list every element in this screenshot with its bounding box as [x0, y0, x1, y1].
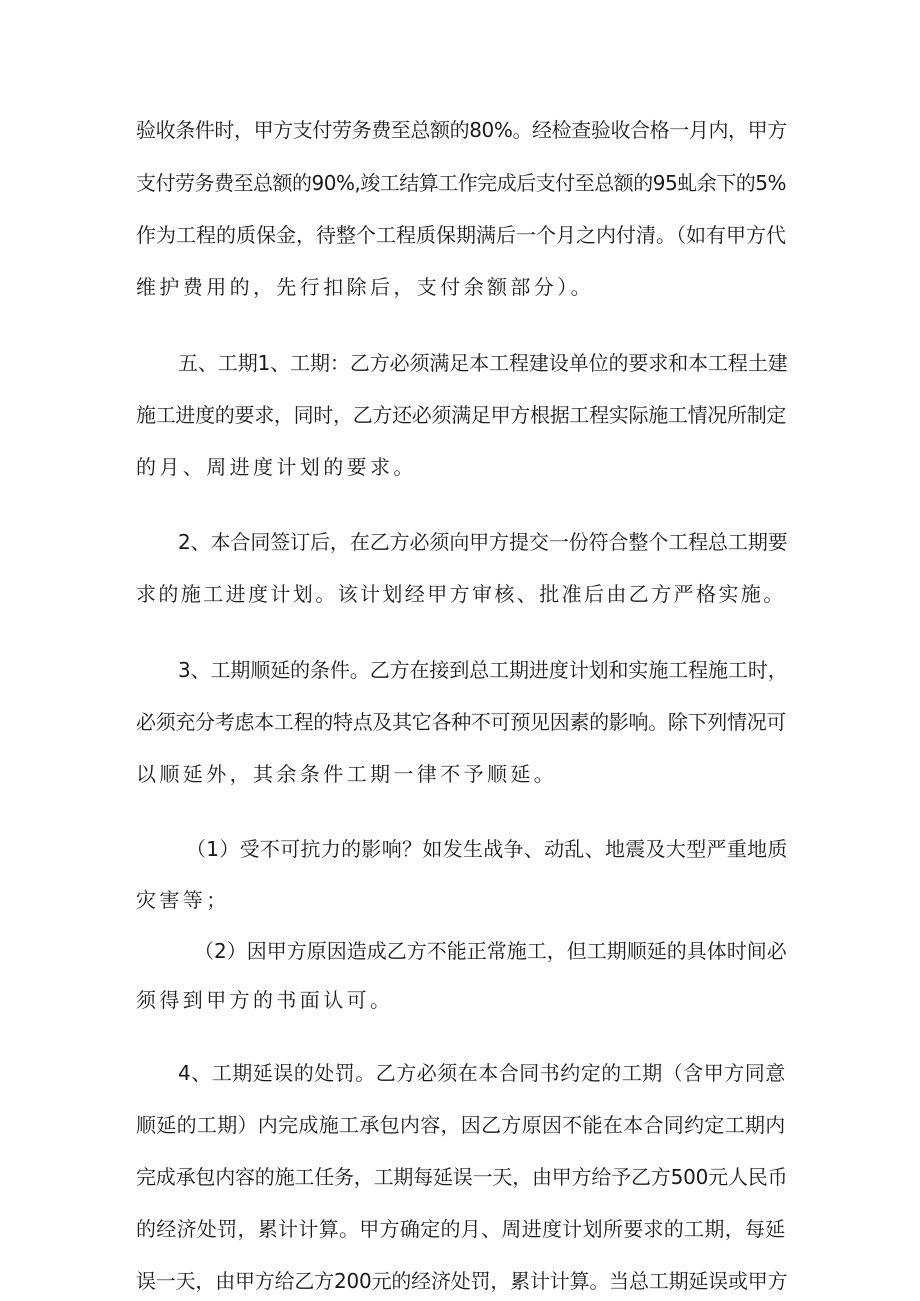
- text-line: 4、工期延误的处罚。乙方必须在本合同书约定的工期（含甲方同意: [178, 1061, 786, 1085]
- text-line: 支付劳务费至总额的90%,竣工结算工作完成后支付至总额的95虬余下的5%: [136, 171, 786, 195]
- text-line: 必须充分考虑本工程的特点及其它各种不可预见因素的影响。除下列情况可: [136, 710, 787, 734]
- text-line: 2、本合同签订后，在乙方必须向甲方提交一份符合整个工程总工期要: [178, 530, 788, 554]
- text-line: 作为工程的质保金，待整个工程质保期满后一个月之内付清。（如有甲方代: [136, 223, 786, 247]
- text-line: 的月、周进度计划的要求。: [136, 455, 417, 479]
- text-line: 求的施工进度计划。该计划经甲方审核、批准后由乙方严格实施。: [136, 582, 786, 606]
- text-line: 五、工期1、工期：乙方必须满足本工程建设单位的要求和本工程土建: [178, 351, 788, 375]
- text-line: 误一天，由甲方给乙方200元的经济处罚，累计计算。当总工期延误或甲方: [136, 1269, 788, 1293]
- text-line: 维护费用的，先行扣除后，支付余额部分）。: [136, 275, 594, 299]
- text-line: 验收条件时，甲方支付劳务费至总额的80%。经检查验收合格一月内，甲方: [136, 118, 787, 142]
- text-line: （1）受不可抗力的影响？如发生战争、动乱、地震及大型严重地质: [186, 837, 788, 861]
- text-line: 以顺延外，其余条件工期一律不予顺延。: [136, 762, 558, 786]
- text-line: （2）因甲方原因造成乙方不能正常施工，但工期顺延的具体时间必: [194, 939, 787, 963]
- text-line: 顺延的工期）内完成施工承包内容，因乙方原因不能在本合同约定工期内: [136, 1113, 786, 1137]
- text-line: 3、工期顺延的条件。乙方在接到总工期进度计划和实施工程施工时，: [178, 658, 788, 682]
- text-line: 灾害等；: [136, 888, 230, 912]
- text-line: 须得到甲方的书面认可。: [136, 988, 394, 1012]
- text-line: 施工进度的要求，同时，乙方还必须满足甲方根据工程实际施工情况所制定: [136, 403, 787, 427]
- text-line: 的经济处罚，累计计算。甲方确定的月、周进度计划所要求的工期，每延: [136, 1217, 786, 1241]
- text-line: 完成承包内容的施工任务，工期每延误一天，由甲方给予乙方500元人民币: [136, 1165, 788, 1189]
